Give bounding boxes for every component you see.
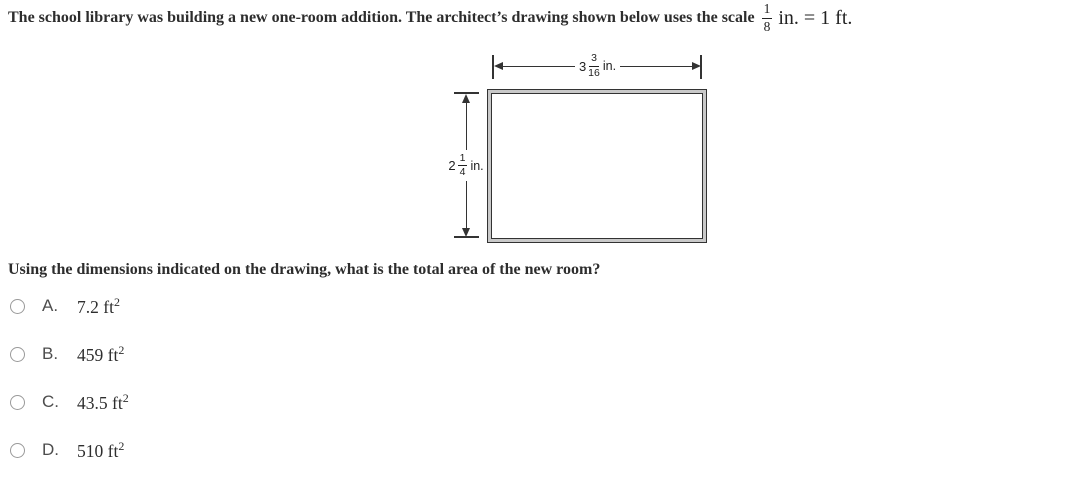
scale-fraction [762, 2, 773, 33]
option-a-radio[interactable] [10, 299, 25, 314]
option-c-letter: C. [42, 392, 59, 411]
width-fraction-denominator: 16 [588, 66, 600, 79]
height-dimension [441, 94, 491, 237]
option-d-exponent: 2 [118, 438, 125, 453]
option-a-exponent: 2 [113, 294, 120, 309]
height-dimension-line-bottom [466, 181, 467, 228]
arrow-left-icon [494, 62, 503, 70]
option-a-value: 7.2 $ft^2$ [77, 294, 120, 317]
width-dimension-line-right [620, 66, 692, 67]
width-fraction [588, 53, 600, 78]
option-c-row[interactable] [0, 391, 129, 413]
option-b-radio[interactable] [10, 347, 25, 362]
width-dimension-label [575, 53, 620, 78]
option-c-value: 43.5 $ft^2$ [77, 390, 129, 413]
option-d-row[interactable] [0, 439, 124, 461]
height-fraction [458, 153, 468, 178]
width-dimension [494, 52, 701, 80]
question-intro-text: The school library was building a new one-room addition. The architect’s drawing shown below uses the scale [8, 9, 755, 26]
option-b-letter: B. [42, 344, 59, 363]
option-a-letter: A. [42, 296, 59, 315]
arrow-down-icon [462, 228, 470, 237]
width-fraction-numerator: 3 [589, 53, 599, 66]
option-d-value: 510 $ft^2$ [77, 438, 125, 461]
scale-suffix: in. = 1 ft. [778, 6, 853, 29]
height-extension-line-bottom [454, 236, 479, 238]
width-whole-number: 3 [578, 58, 587, 74]
option-d-letter: D. [42, 440, 59, 459]
height-extension-line-top [454, 92, 479, 94]
option-b-row[interactable] [0, 343, 124, 365]
width-extension-line-right [700, 55, 702, 79]
height-whole-number: 2 [448, 158, 456, 173]
scale-expression [762, 2, 853, 33]
width-extension-line-left [492, 55, 494, 79]
height-dimension-label [448, 150, 483, 181]
height-unit: in. [470, 158, 484, 173]
arrow-right-icon [692, 62, 701, 70]
question-intro-row [8, 0, 852, 36]
width-dimension-line-left [503, 66, 575, 67]
option-b-exponent: 2 [118, 342, 125, 357]
option-b-value: 459 $ft^2$ [77, 342, 125, 365]
room-interior [491, 93, 703, 239]
height-dimension-line-top [466, 103, 467, 150]
scale-fraction-denominator: 8 [763, 18, 771, 34]
option-d-radio[interactable] [10, 443, 25, 458]
option-a-row[interactable] [0, 295, 120, 317]
option-c-exponent: 2 [122, 390, 129, 405]
option-c-radio[interactable] [10, 395, 25, 410]
width-unit: in. [602, 59, 617, 73]
height-fraction-numerator: 1 [458, 153, 468, 166]
height-fraction-denominator: 4 [459, 166, 466, 178]
arrow-up-icon [462, 94, 470, 103]
room-outline [487, 89, 707, 243]
scale-fraction-numerator: 1 [762, 2, 773, 18]
question-prompt: Using the dimensions indicated on the drawing, what is the total area of the new room? [8, 261, 601, 278]
